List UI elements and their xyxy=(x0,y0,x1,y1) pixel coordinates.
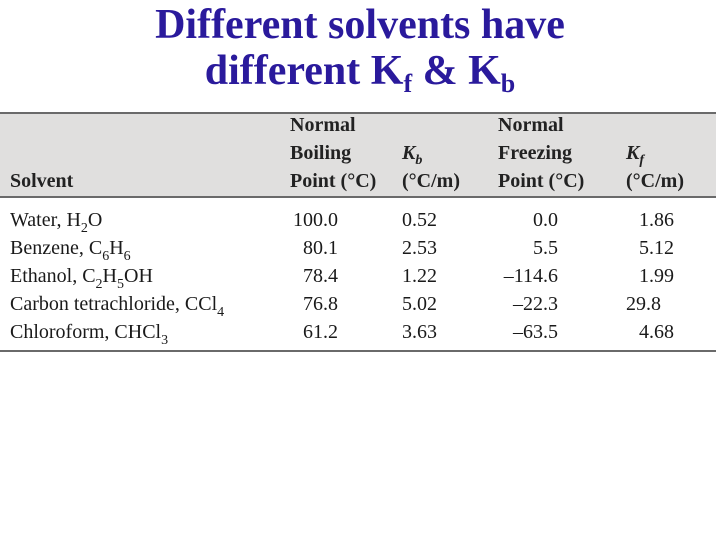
row-3-freezing-point: –114.6 xyxy=(503,265,558,287)
title-kf-subscript: f xyxy=(403,69,413,98)
row-2-kb: 2.53 xyxy=(402,237,437,259)
row-5-solvent: Chloroform, CHCl$_3$ xyxy=(10,321,169,348)
row-3-kf: 1.99 xyxy=(639,265,674,287)
row-2-freezing-point: 5.5 xyxy=(533,237,558,259)
header-kf-symbol-line xyxy=(626,139,684,167)
row-4-kb: 5.02 xyxy=(402,293,437,315)
row-1-kb: 0.52 xyxy=(402,209,437,231)
row-5-kb: 3.63 xyxy=(402,321,437,343)
row-2-boiling-point: 80.1 xyxy=(303,237,338,259)
header-kf-unit: (°C/m) xyxy=(626,170,684,192)
row-1-kf: 1.86 xyxy=(639,209,674,231)
header-freezing-line-1: Normal xyxy=(498,114,564,136)
table-bottom-rule xyxy=(0,350,716,352)
row-4-solvent: Carbon tetrachloride, CCl$_4$ xyxy=(10,293,225,320)
header-kf-symbol: K xyxy=(626,142,640,164)
header-solvent: Solvent xyxy=(10,170,74,192)
row-3-solvent: Ethanol, $C_2H_5OH$ xyxy=(10,265,153,292)
title-line-2 xyxy=(0,48,720,98)
row-1-freezing-point: 0.0 xyxy=(533,209,558,231)
header-kb xyxy=(402,139,460,195)
header-kb-subscript: b xyxy=(415,153,423,168)
table-header-rule xyxy=(0,196,716,198)
row-2-solvent: Benzene, $C_6H_6$ xyxy=(10,237,131,264)
row-3-kb: 1.22 xyxy=(402,265,437,287)
header-boiling-line-3: Point (°C) xyxy=(290,170,377,192)
row-4-freezing-point: –22.3 xyxy=(513,293,558,315)
title-line-2-mid: & K xyxy=(412,48,501,94)
title-kb-subscript: b xyxy=(500,69,516,98)
title-line-1: Different solvents have xyxy=(155,2,565,48)
header-freezing-line-2: Freezing xyxy=(498,142,573,164)
header-freezing-point xyxy=(498,111,584,195)
row-4-boiling-point: 76.8 xyxy=(303,293,338,315)
row-1-boiling-point: 100.0 xyxy=(293,209,338,231)
header-kb-unit: (°C/m) xyxy=(402,170,460,192)
header-boiling-point xyxy=(290,111,376,195)
row-2-kf: 5.12 xyxy=(639,237,674,259)
row-3-boiling-point: 78.4 xyxy=(303,265,338,287)
slide-title xyxy=(0,2,720,98)
row-4-kf: 29.8 xyxy=(626,293,661,315)
header-kb-symbol: K xyxy=(402,142,416,164)
solvent-constants-table xyxy=(0,112,716,354)
row-5-freezing-point: –63.5 xyxy=(513,321,558,343)
header-boiling-line-1: Normal xyxy=(290,114,356,136)
header-kf-subscript: f xyxy=(639,153,645,168)
row-1-solvent: Water, $H_2O$ xyxy=(10,209,103,236)
header-kb-symbol-line xyxy=(402,139,460,167)
row-5-kf: 4.68 xyxy=(639,321,674,343)
row-5-boiling-point: 61.2 xyxy=(303,321,338,343)
header-kf xyxy=(626,139,684,195)
header-freezing-line-3: Point (°C) xyxy=(498,170,585,192)
header-boiling-line-2: Boiling xyxy=(290,142,352,164)
title-line-2-prefix: different K xyxy=(204,48,404,94)
